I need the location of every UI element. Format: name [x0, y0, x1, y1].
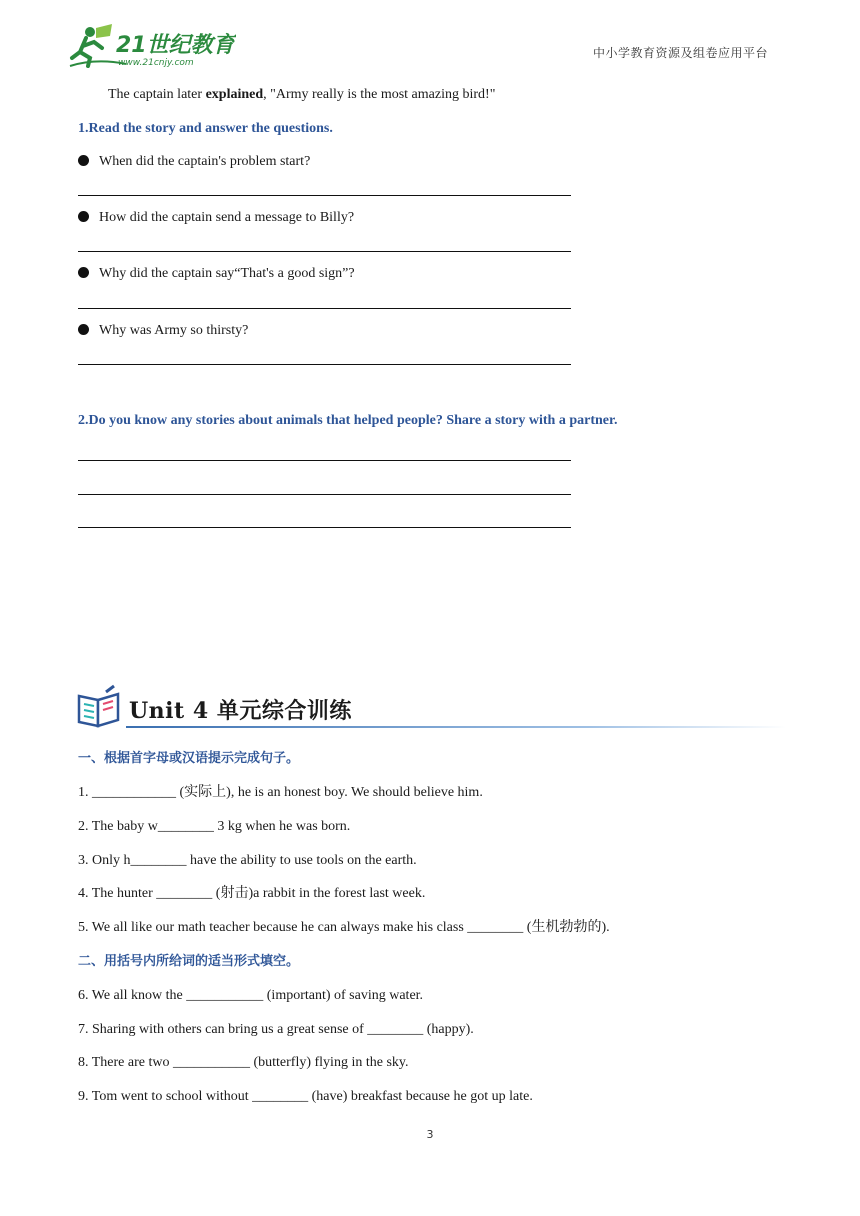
answer-line[interactable] [78, 364, 571, 365]
site-name: 中小学教育资源及组卷应用平台 [592, 46, 768, 60]
question-text: When did the captain's problem start? [99, 154, 311, 169]
intro-prefix: The captain later [108, 87, 206, 102]
logo-url: www.21cnjy.com [118, 58, 194, 68]
answer-line[interactable] [78, 195, 571, 196]
exercise-item: 5. We all like our math teacher because he can always make his class ________ (生机勃勃的). [78, 920, 610, 935]
bullet-icon [78, 211, 89, 222]
question-text: Why did the captain say“That's a good sign”? [99, 266, 355, 281]
intro-bold-word: explained [205, 87, 264, 102]
exercise-item: 4. The hunter ________ (射击)a rabbit in the forest last week. [78, 886, 426, 901]
part1-title: 一、根据首字母或汉语提示完成句子。 [78, 751, 300, 766]
section1-title: 1.Read the story and answer the questions. [78, 121, 333, 136]
bullet-icon [78, 155, 89, 166]
exercise-item: 1. ____________ (实际上), he is an honest boy. We should believe him. [78, 785, 483, 800]
bullet-icon [78, 267, 89, 278]
intro-sentence [108, 86, 495, 104]
exercise-item: 2. The baby w________ 3 kg when he was born. [78, 819, 351, 834]
answer-line[interactable] [78, 527, 571, 528]
book-icon [79, 686, 118, 726]
question-3 [78, 265, 355, 283]
question-1 [78, 153, 310, 171]
question-2 [78, 209, 354, 227]
logo-text: 21世纪教育 [116, 33, 235, 58]
bullet-icon [78, 324, 89, 335]
exercise-item: 6. We all know the ___________ (important) of saving water. [78, 988, 424, 1003]
exercise-item: 9. Tom went to school without ________ (have) breakfast because he got up late. [78, 1089, 533, 1104]
exercise-item: 8. There are two ___________ (butterfly) flying in the sky. [78, 1055, 409, 1070]
intro-suffix: , "Army really is the most amazing bird!" [263, 87, 496, 102]
answer-line[interactable] [78, 494, 571, 495]
question-text: Why was Army so thirsty? [99, 323, 249, 338]
exercise-item: 3. Only h________ have the ability to use tools on the earth. [78, 853, 417, 868]
question-text: How did the captain send a message to Billy? [99, 210, 355, 225]
answer-line[interactable] [78, 460, 571, 461]
site-logo [66, 22, 236, 70]
exercise-item: 7. Sharing with others can bring us a great sense of ________ (happy). [78, 1022, 474, 1037]
question-4 [78, 322, 248, 340]
page-number: 3 [426, 1128, 434, 1141]
answer-line[interactable] [78, 308, 571, 309]
unit-title: Unit 4 单元综合训练 [129, 698, 352, 724]
answer-line[interactable] [78, 251, 571, 252]
part2-title: 二、用括号内所给词的适当形式填空。 [78, 954, 300, 969]
section2-title: 2.Do you know any stories about animals that helped people? Share a story with a partner. [78, 413, 618, 428]
